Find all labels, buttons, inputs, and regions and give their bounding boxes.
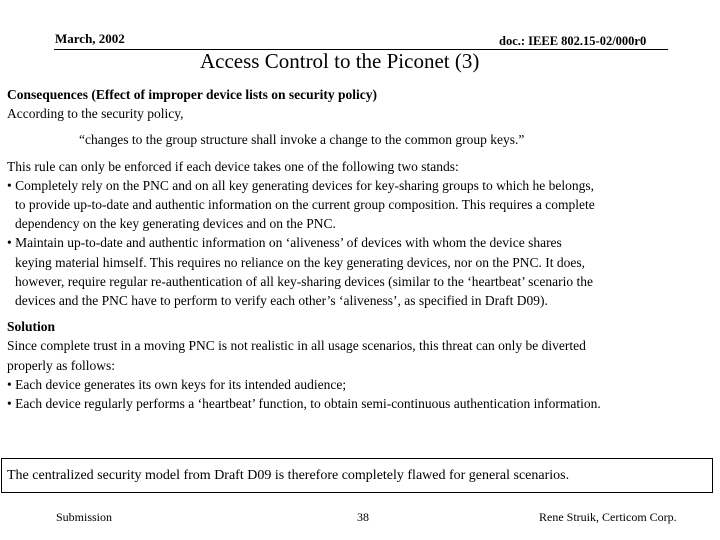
footer-submission: Submission [56, 510, 113, 524]
slide-body [7, 85, 713, 413]
header-date: March, 2002 [55, 31, 125, 46]
solution-heading: Solution [7, 319, 56, 335]
solution-bullet-1: • Each device generates its own keys for its intended audience; [7, 376, 347, 392]
bullet-1-line-3: dependency on the key generating devices and on the PNC. [15, 216, 336, 232]
consequences-heading: Consequences (Effect of improper device lists on security policy) [7, 87, 377, 102]
footer-author: Rene Struik, Certicom Corp. [539, 510, 677, 524]
solution-bullet-2: • Each device regularly performs a ‘heartbeat’ function, to obtain semi-continuous authentication information. [7, 396, 601, 412]
bullet-1-line-2: to provide up-to-date and authentic information on the current group composition. This requires a complete [15, 197, 595, 213]
bullet-2-line-2: keying material himself. This requires no reliance on the key generating devices, nor on the PNC. It does, [15, 254, 585, 270]
conclusion-text: The centralized security model from Draft D09 is therefore completely flawed for general scenarios. [7, 468, 570, 483]
conclusion-callout [1, 458, 713, 493]
footer-page-number: 38 [357, 510, 369, 524]
solution-line-2: properly as follows: [7, 357, 115, 373]
bullet-1-line-1: • Completely rely on the PNC and on all key generating devices for key-sharing groups to which he belongs, [7, 177, 594, 193]
solution-line-1: Since complete trust in a moving PNC is not realistic in all usage scenarios, this threat can only be diverted [7, 338, 586, 354]
intro-text: According to the security policy, [7, 106, 184, 122]
policy-quote: “changes to the group structure shall invoke a change to the common group keys.” [79, 132, 525, 148]
rule-intro: This rule can only be enforced if each device takes one of the following two stands: [7, 158, 459, 174]
bullet-2-line-1: • Maintain up-to-date and authentic information on ‘aliveness’ of devices with whom the device shares [7, 235, 562, 251]
bullet-2-line-3: however, require regular re-authentication of all key-sharing devices (similar to the ‘heartbeat’ scenario the [15, 273, 593, 289]
slide-title: Access Control to the Piconet (3) [200, 49, 480, 73]
header-doc-id: doc.: IEEE 802.15-02/000r0 [499, 34, 647, 48]
bullet-2-line-4: devices and the PNC have to perform to verify each other’s ‘aliveness’, as specified in Draft D09). [15, 293, 548, 309]
